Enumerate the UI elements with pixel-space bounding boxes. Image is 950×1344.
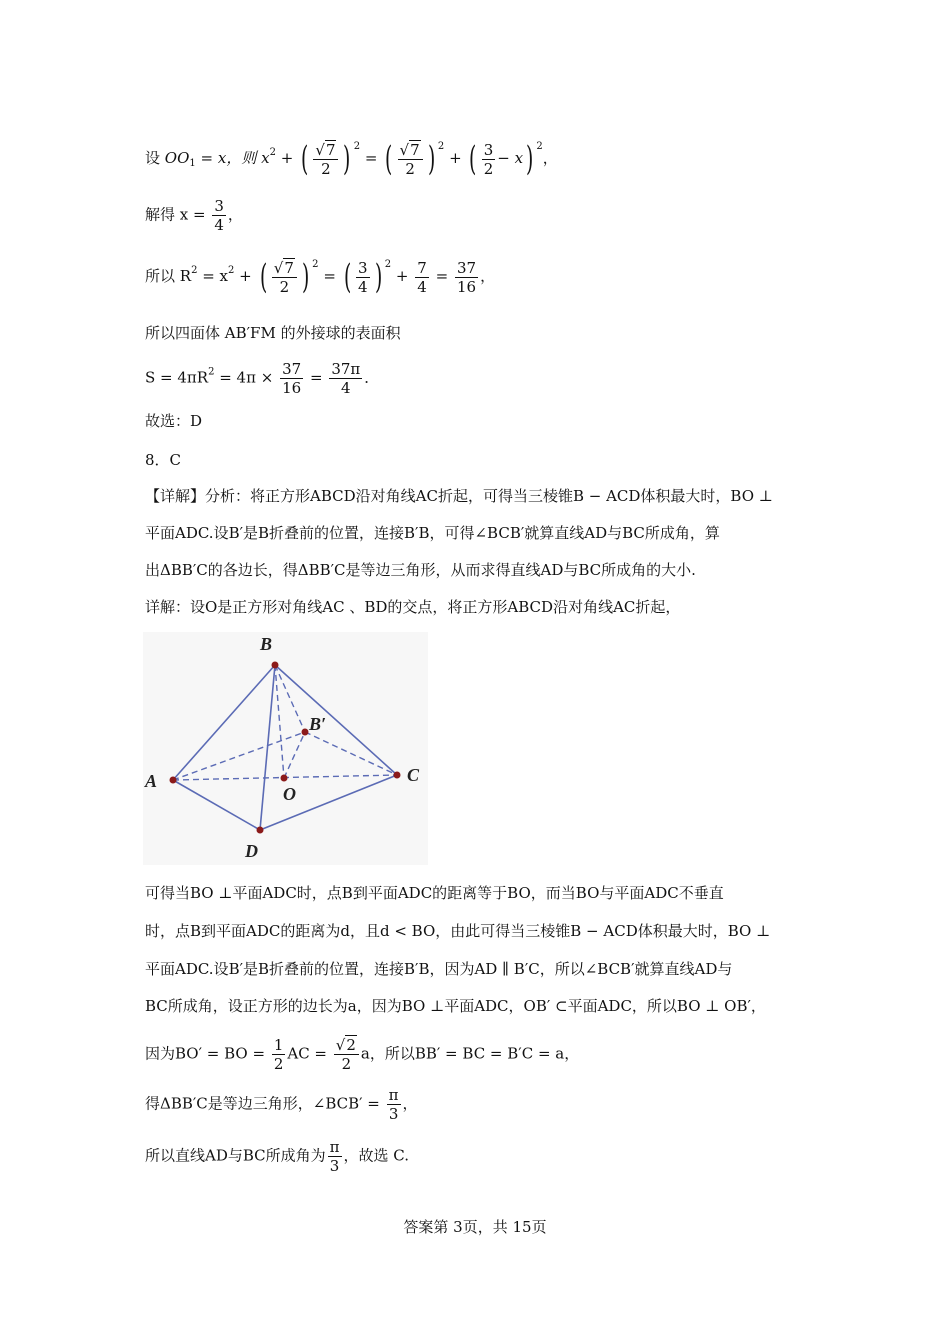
equation-line-3: 所以 $R^2 = x^2$ + ( $\frac{√7}{2}$ ) $^2$ = ( $\frac{3}{4}$ ) $^2$ + $\frac{7}{4}$ = $\frac{37}{16}$ ， xyxy=(145,257,496,297)
fraction: $\frac{7}{4}$ xyxy=(417,258,427,296)
equals-sign: = xyxy=(364,149,378,167)
text: S = 4πR xyxy=(145,368,209,387)
label-b: B xyxy=(260,634,273,654)
point-o xyxy=(281,775,288,782)
equation-line-17 xyxy=(145,1086,418,1123)
equation-line-1 xyxy=(145,140,558,178)
comma: ， xyxy=(227,205,243,224)
label-a: A xyxy=(145,771,158,791)
comma: ， xyxy=(542,149,558,167)
text-line-9: 平面ADC.设B′是B折叠前的位置，连接B′B，可得∠BCB′就算直线AD与BC所成角，算 xyxy=(145,524,720,542)
pyramid-diagram xyxy=(143,632,428,865)
fraction: $\frac{3}{2}$ xyxy=(483,140,494,178)
subscript: 1 xyxy=(189,158,196,169)
comma: ， xyxy=(402,1094,418,1113)
equation-line-5: $S = 4\pi R^2 = 4\pi$ × $\frac{37}{16}$ = $\frac{37\pi}{4}$ ． xyxy=(145,360,380,397)
math-x: x xyxy=(261,149,270,167)
label-c: C xyxy=(407,765,420,785)
text: 所以直线AD与BC所成角为 xyxy=(145,1146,326,1165)
fraction: $\frac{√7}{2}$ xyxy=(398,141,423,178)
point-c xyxy=(394,772,401,779)
paren-group: ( $\frac{√7}{2}$ ) $^2$ xyxy=(385,139,445,179)
equation-line-18 xyxy=(145,1138,409,1175)
paren-group: ( $\frac{√7}{2}$ ) $^2$ xyxy=(259,257,319,297)
text: a，所以BB′ = BC = B′C = a， xyxy=(360,1044,580,1063)
page-footer: 答案第 3页，共 15页 xyxy=(403,1218,547,1236)
text: AC = xyxy=(287,1044,332,1063)
fraction: $\frac{3}{4}$ xyxy=(214,197,224,234)
paren-group: ( $\frac{3}{4}$ ) $^2$ xyxy=(343,257,392,297)
plus-sign: + xyxy=(280,149,294,167)
text: = x，则 xyxy=(195,149,262,167)
point-d xyxy=(257,827,264,834)
point-b xyxy=(272,662,279,669)
text-line-15: BC所成角，设正方形的边长为a，因为BO ⊥平面ADC，OB′ ⊂平面ADC，所以BO ⊥ OB′， xyxy=(145,997,766,1015)
point-a xyxy=(170,777,177,784)
fraction: $\frac{37}{16}$ xyxy=(456,258,477,296)
text-line-11: 详解：设O是正方形对角线AC 、BD的交点，将正方形ABCD沿对角线AC折起， xyxy=(145,598,681,616)
equation-line-2 xyxy=(145,197,243,234)
text: 解得 x = xyxy=(145,205,211,224)
text-line-14: 平面ADC.设B′是B折叠前的位置，连接B′B，因为AD ∥ B′C，所以∠BCB′就算直线AD与 xyxy=(145,960,733,978)
paren-group: ( $\frac{3}{2}$ − x) $^2$ xyxy=(469,139,543,179)
fraction: $\frac{\pi}{3}$ xyxy=(329,1138,340,1175)
text: 得ΔBB′C是等边三角形，∠BCB′ = xyxy=(145,1094,385,1113)
math-oo: OO xyxy=(164,149,190,167)
text: ，故选 C. xyxy=(343,1146,409,1165)
superscript: 2 xyxy=(269,147,276,158)
text: 因为BO′ = BO = xyxy=(145,1044,270,1063)
fraction: $\frac{\pi}{3}$ xyxy=(388,1086,399,1123)
text-line-12: 可得当BO ⊥平面ADC时，点B到平面ADC的距离等于BO，而当BO与平面ADC不垂直 xyxy=(145,884,724,902)
equation-line-16 xyxy=(145,1036,579,1073)
paren-group: ( $\frac{√7}{2}$ ) $^2$ xyxy=(301,139,361,179)
diagram-background xyxy=(143,632,428,865)
text-line-10: 出ΔBB′C的各边长，得ΔBB′C是等边三角形，从而求得直线AD与BC所成角的大小. xyxy=(145,561,696,579)
point-bp xyxy=(302,729,309,736)
text-line-4: 所以四面体 AB′FM 的外接球的表面积 xyxy=(145,324,401,342)
fraction: $\frac{1}{2}$ xyxy=(273,1036,284,1073)
text-line-6: 故选：D xyxy=(145,412,203,430)
label-o: O xyxy=(283,784,296,804)
text: = x xyxy=(197,267,229,285)
text-line-7: 8．C xyxy=(145,451,182,469)
fraction: $\frac{37}{16}$ xyxy=(282,360,302,397)
text: 设 xyxy=(145,149,161,167)
text-line-13: 时，点B到平面ADC的距离为d，且d < BO，由此可得当三棱锥B − ACD体积最大时，BO ⊥ xyxy=(145,922,771,940)
text: = 4π × xyxy=(214,368,274,387)
label-d: D xyxy=(245,841,258,861)
plus-sign: + xyxy=(449,149,462,167)
fraction: $\frac{√7}{2}$ xyxy=(313,141,338,178)
label-bprime: B′ xyxy=(309,714,327,734)
fraction: $\frac{37\pi}{4}$ xyxy=(331,360,361,397)
fraction: $\frac{√2}{2}$ xyxy=(334,1036,359,1073)
text-line-8: 【详解】分析：将正方形ABCD沿对角线AC折起，可得当三棱锥B − ACD体积最大时，BO ⊥ xyxy=(145,487,773,505)
text: 所以 R xyxy=(145,267,192,285)
